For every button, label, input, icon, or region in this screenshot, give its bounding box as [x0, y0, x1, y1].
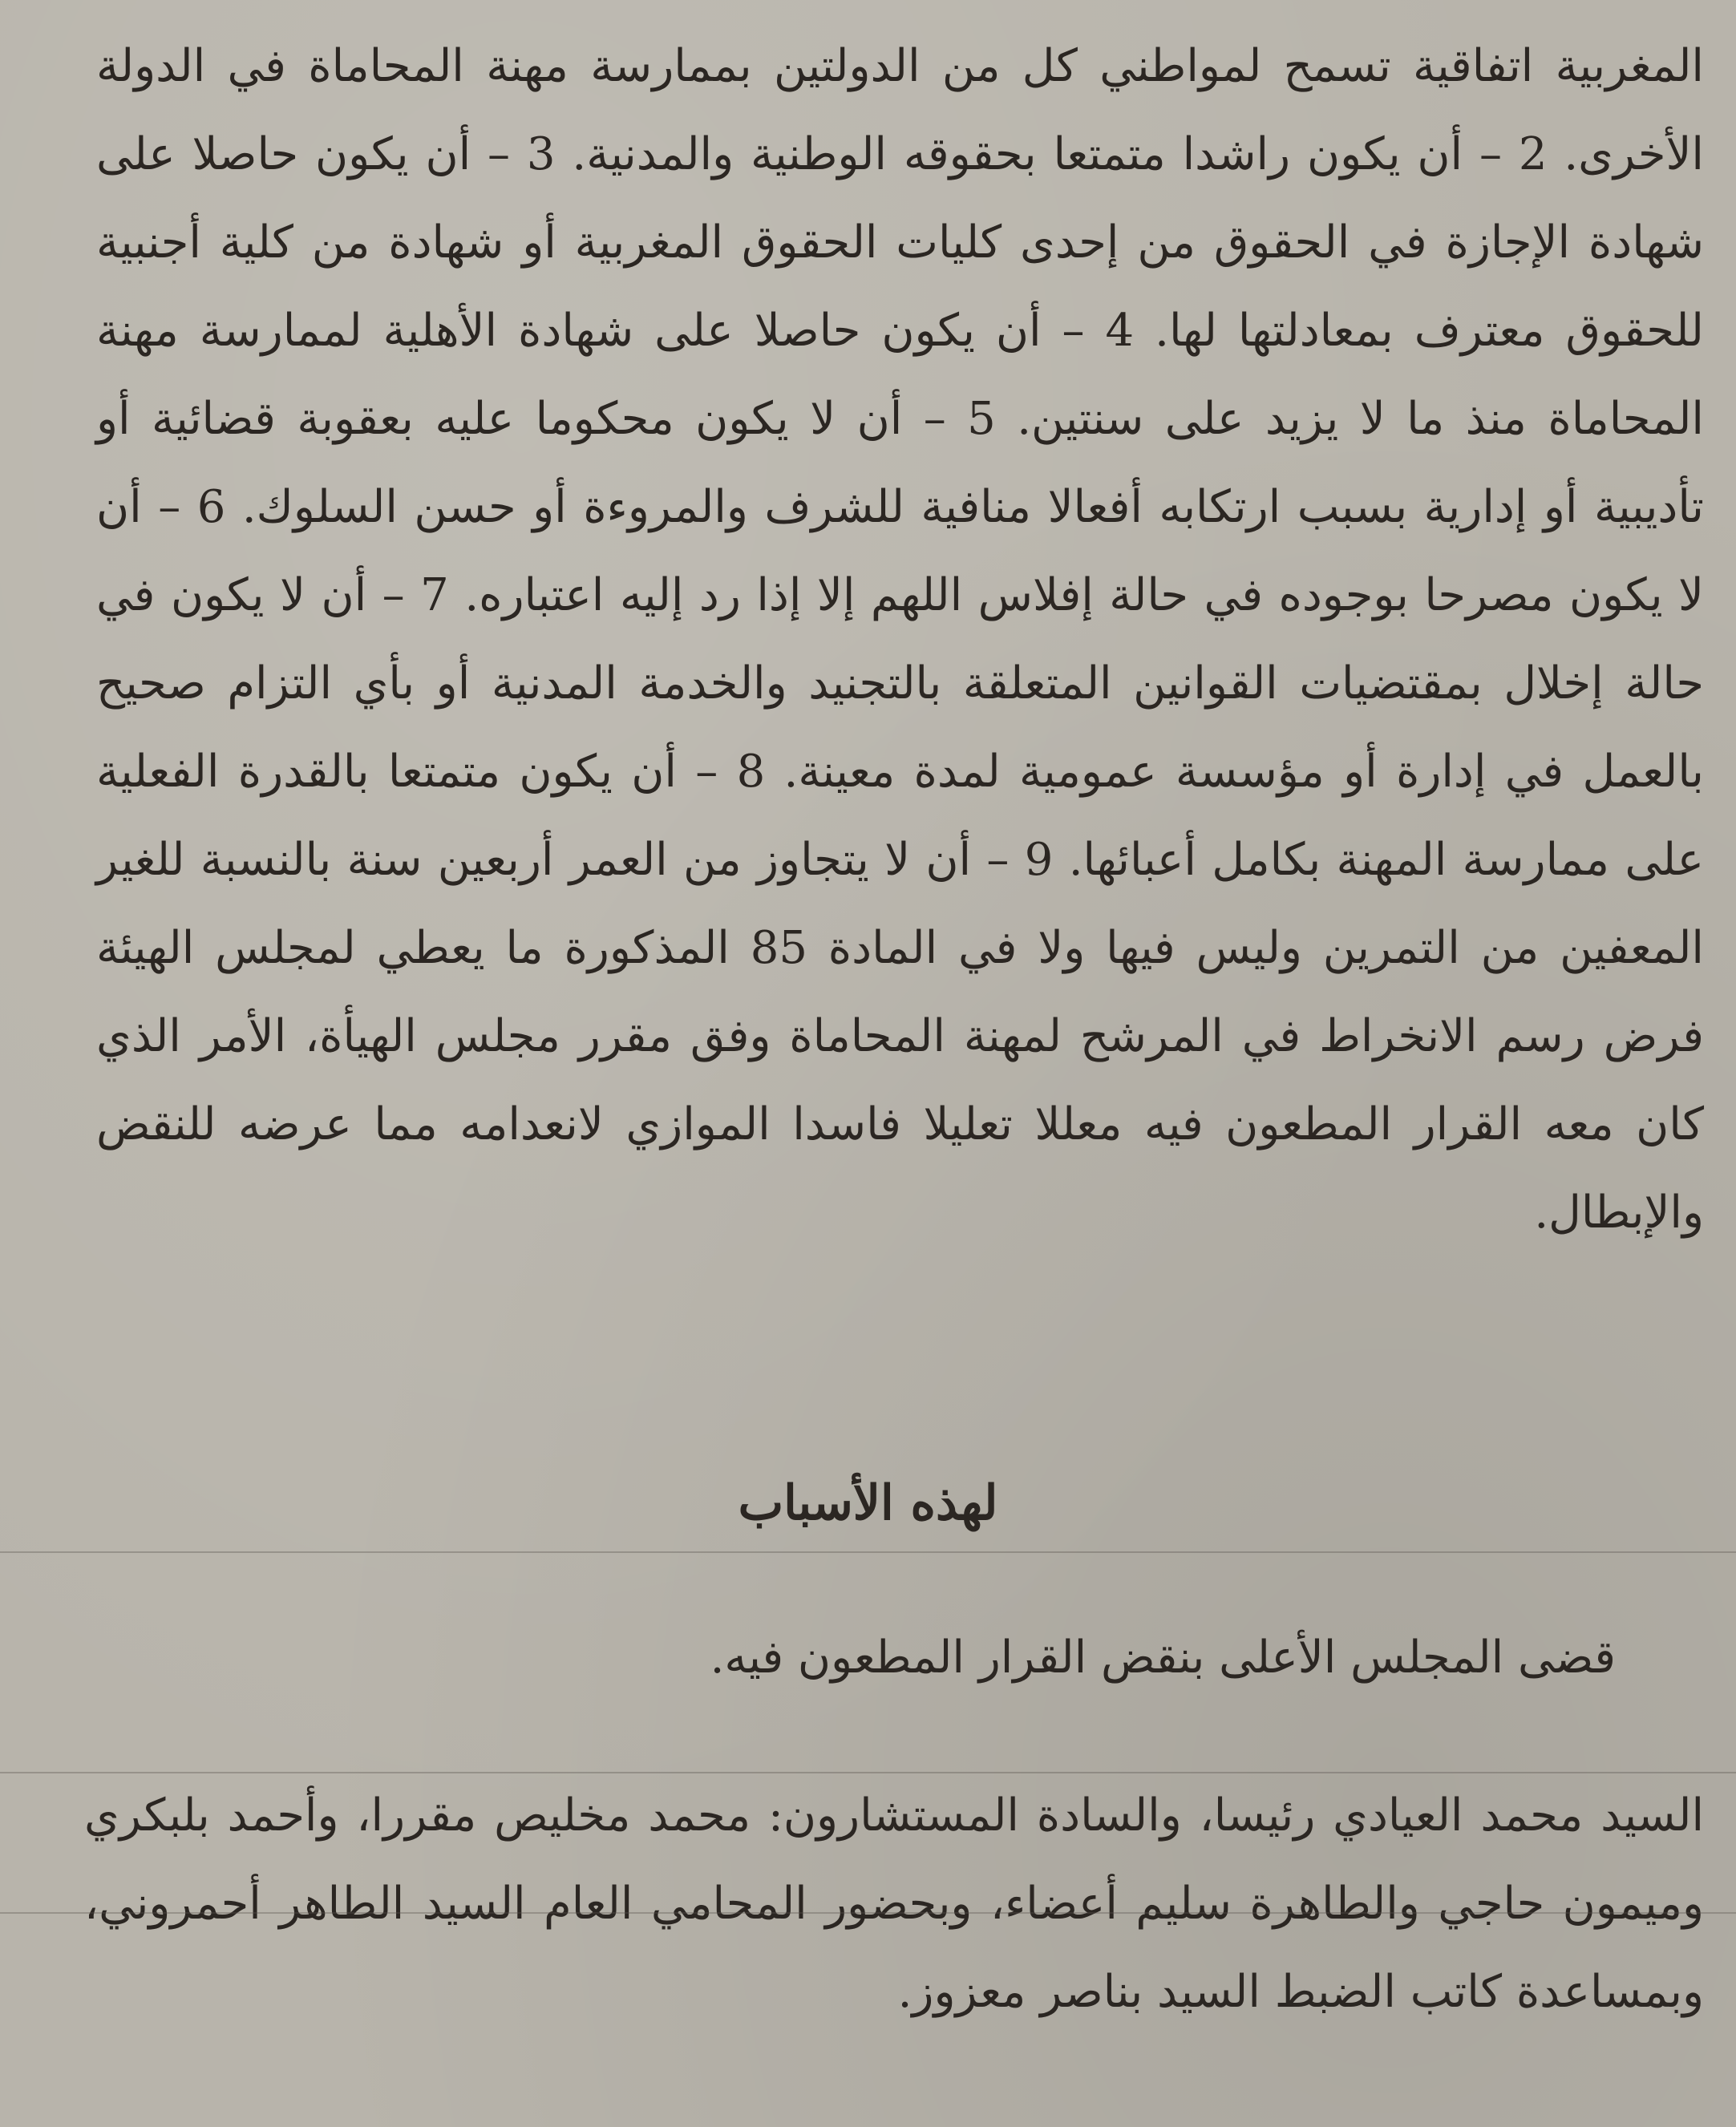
divider-line	[0, 1551, 1736, 1553]
section-heading: لهذه الأسباب	[738, 1475, 998, 1531]
body-paragraph: المغربية اتفاقية تسمح لمواطني كل من الدولتين بممارسة مهنة المحاماة في الدولة الأخرى. 2 – أن يكون راشدا متمتعا بحقوقه الوطنية والمدنية. 3 – أن يكون حاصلا على شهادة الإجازة في الحقوق من إحدى كليات الحقوق المغربية أو شهادة من كلية أجنبية للحقوق معترف بمعادلتها لها. 4 – أن يكون حاصلا على شهادة الأهلية لممارسة مهنة المحاماة منذ ما لا يزيد على سنتين. 5 – أن لا يكون محكوما عليه بعقوبة قضائية أو تأديبية أو إدارية بسبب ارتكابه أفعالا منافية للشرف والمروءة أو حسن السلوك. 6 – أن لا يكون مصرحا بوجوده في حالة إفلاس اللهم إلا إذا رد إليه اعتباره. 7 – أن لا يكون في حالة إخلال بمقتضيات القوانين المتعلقة بالتجنيد والخدمة المدنية أو بأي التزام صحيح بالعمل في إدارة أو مؤسسة عمومية لمدة معينة. 8 – أن يكون متمتعا بالقدرة الفعلية على ممارسة المهنة بكامل أعبائها. 9 – أن لا يتجاوز من العمر أربعين سنة بالنسبة للغير المعفين من التمرين وليس فيها ولا في المادة 85 المذكورة ما يعطي لمجلس الهيئة فرض رسم الانخراط في المرشح لمهنة المحاماة وفق مقرر مجلس الهيأة، الأمر الذي كان معه القرار المطعون فيه معللا تعليلا فاسدا الموازي لانعدامه مما عرضه للنقض والإبطال.	[96, 40, 1705, 1239]
signatures-paragraph: السيد محمد العيادي رئيسا، والسادة المستشارون: محمد مخليص مقررا، وأحمد بلبكري وميمون حاجي والطاهرة سليم أعضاء، وبحضور المحامي العام السيد الطاهر أحمروني، وبمساعدة كاتب الضبط السيد بناصر معزوز.	[84, 1789, 1705, 2018]
divider-line	[0, 1912, 1736, 1914]
verdict-text: قضى المجلس الأعلى بنقض القرار المطعون فيه.	[710, 1632, 1616, 1684]
